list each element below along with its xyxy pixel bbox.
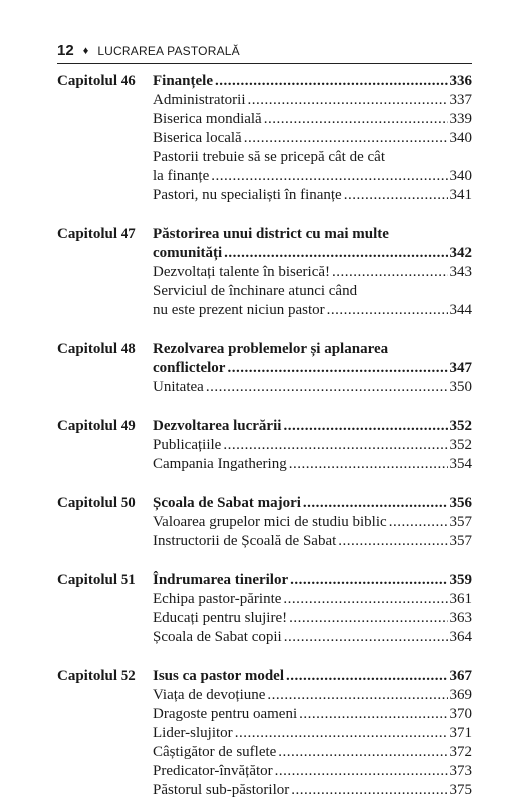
- toc-entry-page: 343: [449, 264, 472, 280]
- chapter-entries: [151, 571, 472, 647]
- toc-entry-page: 364: [449, 629, 472, 645]
- toc-entry: [153, 762, 472, 781]
- toc-entry-text: Valoarea grupelor mici de studiu biblic: [153, 514, 387, 530]
- toc-entry-text: Predicator-învățător: [153, 763, 273, 779]
- toc-chapter: [57, 494, 472, 551]
- chapter-title: [153, 244, 472, 263]
- dot-leader: [264, 110, 448, 129]
- toc-entry: [153, 301, 472, 320]
- dot-leader: [299, 705, 447, 724]
- toc-chapter: [57, 667, 472, 800]
- toc-entry: [153, 781, 472, 800]
- chapter-entries: [151, 494, 472, 551]
- running-header: [57, 42, 472, 59]
- chapter-label: Capitolul 51: [57, 572, 136, 588]
- toc-entry: [153, 609, 472, 628]
- toc-entry-page: 350: [449, 379, 472, 395]
- toc-entry-text: Echipa pastor-părinte: [153, 591, 282, 607]
- toc-entry-text: Câștigător de suflete: [153, 744, 277, 760]
- chapter-title-page: 347: [449, 360, 472, 376]
- dot-leader: [267, 686, 447, 705]
- chapter-title: [153, 494, 472, 513]
- dot-leader: [223, 436, 447, 455]
- chapter-title-page: 367: [449, 668, 472, 684]
- toc-entry-page: 369: [449, 687, 472, 703]
- toc-entry: [153, 129, 472, 148]
- toc-entry: [153, 743, 472, 762]
- toc-entry-page: 373: [449, 763, 472, 779]
- chapter-title-text: Școala de Sabat majori: [153, 495, 301, 511]
- toc-entry: [153, 724, 472, 743]
- dot-leader: [283, 417, 447, 436]
- toc-entry: [153, 455, 472, 474]
- toc-chapter: [57, 571, 472, 647]
- toc-entry-page: 375: [449, 782, 472, 798]
- dot-leader: [275, 762, 448, 781]
- chapter-title: [153, 417, 472, 436]
- toc-entry-text: Școala de Sabat copii: [153, 629, 282, 645]
- dot-leader: [215, 72, 448, 91]
- toc-entry-text: la finanțe: [153, 168, 210, 184]
- toc-entry-page: 371: [449, 725, 472, 741]
- chapter-title-page: 359: [449, 572, 472, 588]
- toc-entry-page: 344: [449, 302, 472, 318]
- toc-entry: [153, 532, 472, 551]
- dot-leader: [344, 186, 448, 205]
- dot-leader: [227, 359, 447, 378]
- toc-chapter: [57, 340, 472, 397]
- diamond-icon: ♦: [82, 44, 89, 57]
- chapter-title-text: comunități: [153, 245, 223, 261]
- chapter-title-line: Rezolvarea problemelor și aplanarea: [153, 341, 389, 357]
- toc-entry: [153, 686, 472, 705]
- chapter-entries: [151, 340, 472, 397]
- toc-entry-page: 354: [449, 456, 472, 472]
- chapter-title-text: Îndrumarea tinerilor: [153, 572, 289, 588]
- header-rule: [57, 63, 472, 64]
- chapter-title-text: Isus ca pastor model: [153, 668, 284, 684]
- chapter-label: Capitolul 52: [57, 668, 136, 684]
- dot-leader: [332, 263, 447, 282]
- dot-leader: [338, 532, 447, 551]
- toc-entry: [153, 186, 472, 205]
- toc-entry-page: 357: [449, 514, 472, 530]
- toc-entry: [153, 705, 472, 724]
- toc-entry-text: Administratorii: [153, 92, 246, 108]
- toc-entry: [153, 513, 472, 532]
- dot-leader: [235, 724, 448, 743]
- toc-entry-page: 370: [449, 706, 472, 722]
- chapter-title-page: 342: [449, 245, 472, 261]
- dot-leader: [211, 167, 447, 186]
- chapter-title-page: 336: [449, 73, 472, 89]
- chapter-title: [153, 72, 472, 91]
- chapter-title-text: Dezvoltarea lucrării: [153, 418, 282, 434]
- dot-leader: [286, 667, 448, 686]
- toc-entry-text: Dezvoltați talente în biserică!: [153, 264, 331, 280]
- toc-entry-text: Instructorii de Școală de Sabat: [153, 533, 337, 549]
- toc-entry: [153, 378, 472, 397]
- chapter-label: Capitolul 46: [57, 73, 136, 89]
- toc-entry-page: 339: [449, 111, 472, 127]
- chapter-label: Capitolul 48: [57, 341, 136, 357]
- toc-chapter: [57, 225, 472, 320]
- toc-chapter: [57, 72, 472, 205]
- chapter-title: [153, 667, 472, 686]
- dot-leader: [291, 781, 447, 800]
- toc-entry-text: Unitatea: [153, 379, 204, 395]
- toc-entry-text: Publicațiile: [153, 437, 222, 453]
- dot-leader: [283, 590, 447, 609]
- chapter-entries: [151, 72, 472, 205]
- chapter-title-page: 356: [449, 495, 472, 511]
- toc-entry-text: Dragoste pentru oameni: [153, 706, 298, 722]
- toc-entry-page: 361: [449, 591, 472, 607]
- table-of-contents: [57, 72, 472, 800]
- toc-entry-page: 337: [449, 92, 472, 108]
- dot-leader: [206, 378, 448, 397]
- toc-entry-line: Pastorii trebuie să se pricepă cât de cât: [153, 149, 385, 165]
- toc-entry-line: Serviciul de închinare atunci când: [153, 283, 358, 299]
- chapter-title-text: conflictelor: [153, 360, 226, 376]
- dot-leader: [303, 494, 448, 513]
- chapter-entries: [151, 225, 472, 320]
- toc-entry: [153, 167, 472, 186]
- chapter-label: Capitolul 47: [57, 226, 136, 242]
- toc-entry: [153, 91, 472, 110]
- toc-entry-page: 372: [449, 744, 472, 760]
- toc-entry: [153, 263, 472, 282]
- dot-leader: [389, 513, 448, 532]
- dot-leader: [284, 628, 448, 647]
- dot-leader: [327, 301, 448, 320]
- dot-leader: [289, 455, 448, 474]
- toc-entry-text: Campania Ingathering: [153, 456, 287, 472]
- chapter-entries: [151, 417, 472, 474]
- chapter-title-line: Păstorirea unui district cu mai multe: [153, 226, 389, 242]
- toc-entry-text: Lider-slujitor: [153, 725, 233, 741]
- toc-entry-text: Viața de devoțiune: [153, 687, 266, 703]
- toc-entry: [153, 590, 472, 609]
- chapter-label: Capitolul 49: [57, 418, 136, 434]
- toc-entry-text: nu este prezent niciun pastor: [153, 302, 325, 318]
- dot-leader: [290, 571, 447, 590]
- toc-entry-page: 357: [449, 533, 472, 549]
- toc-entry-text: Biserica locală: [153, 130, 242, 146]
- chapter-title: [153, 571, 472, 590]
- toc-entry: [153, 436, 472, 455]
- toc-entry-text: Biserica mondială: [153, 111, 262, 127]
- dot-leader: [224, 244, 447, 263]
- page-number: 12: [57, 42, 74, 59]
- toc-entry: [153, 110, 472, 129]
- chapter-entries: [151, 667, 472, 800]
- dot-leader: [244, 129, 448, 148]
- dot-leader: [248, 91, 448, 110]
- chapter-title-text: Finanțele: [153, 73, 213, 89]
- toc-entry-text: Păstorul sub-păstorilor: [153, 782, 290, 798]
- book-title: LUCRAREA PASTORALĂ: [97, 43, 240, 58]
- chapter-label: Capitolul 50: [57, 495, 136, 511]
- toc-entry-page: 340: [449, 130, 472, 146]
- chapter-title: [153, 359, 472, 378]
- toc-entry-page: 341: [449, 187, 472, 203]
- dot-leader: [278, 743, 447, 762]
- dot-leader: [289, 609, 447, 628]
- toc-entry-text: Pastori, nu specialiști în finanțe: [153, 187, 342, 203]
- toc-entry-text: Educați pentru slujire!: [153, 610, 288, 626]
- toc-entry-page: 340: [449, 168, 472, 184]
- toc-entry-page: 352: [449, 437, 472, 453]
- toc-chapter: [57, 417, 472, 474]
- chapter-title-page: 352: [449, 418, 472, 434]
- toc-entry: [153, 628, 472, 647]
- toc-entry-page: 363: [449, 610, 472, 626]
